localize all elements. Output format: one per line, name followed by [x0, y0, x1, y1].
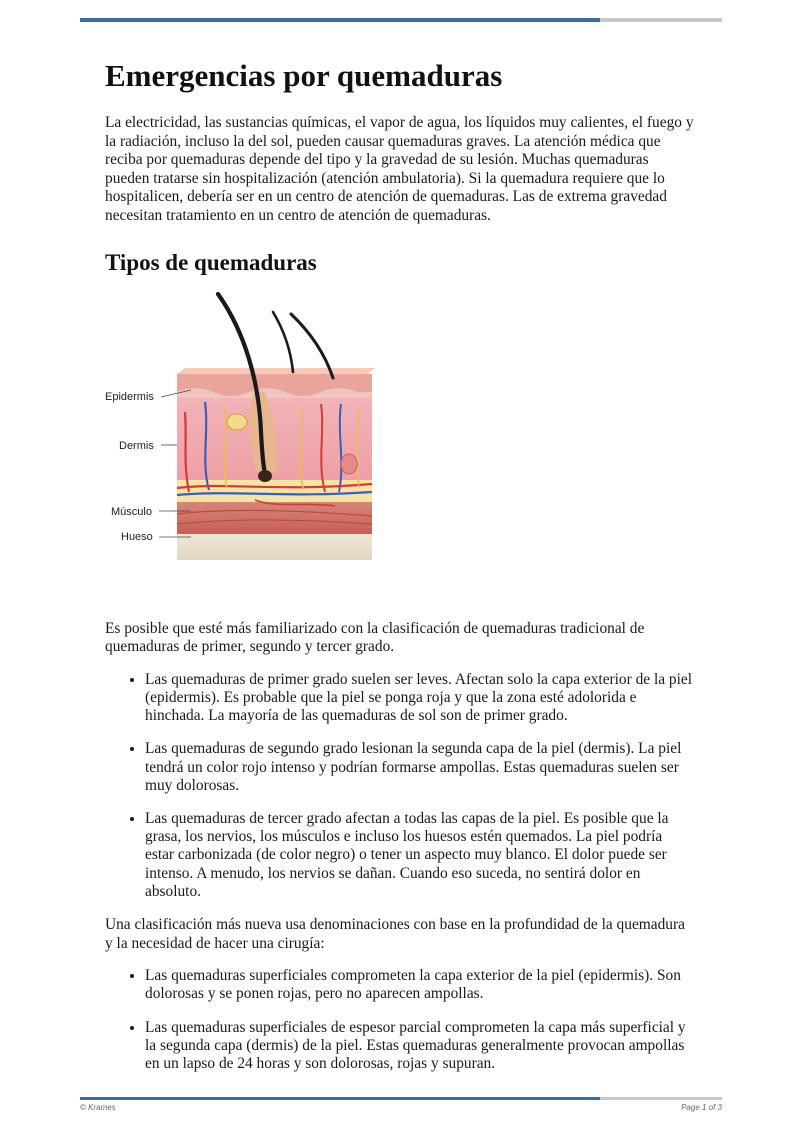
footer-progress-fill [80, 1097, 600, 1100]
label-dermis: Dermis [119, 439, 154, 452]
skin-layers-illustration [105, 292, 395, 592]
list-item: • Las quemaduras superficiales comprometen la capa exterior de la piel (epidermis). Son dolorosas y se ponen rojas, pero no aparecen ampollas. [145, 967, 695, 1003]
section-title: Tipos de quemaduras [105, 249, 317, 275]
header-progress-bar [80, 18, 722, 22]
intro-paragraph: La electricidad, las sustancias químicas, el vapor de agua, los líquidos muy calientes, el fuego y la radiación, incluso la del sol, pueden causar quemaduras graves. La atención médica que reciba por quemaduras depende del tipo y la gravedad de su lesión. Muchas quemaduras pueden tratarse sin hospitalización (atención ambulatoria). Si la quemadura requiere que lo hospitalicen, debería ser en un centro de atención de quemaduras. Las de extrema gravedad necesitan tratamiento en un centro de atención de quemaduras. [105, 114, 694, 224]
fat-layer [177, 480, 372, 502]
article [105, 56, 695, 1088]
hair-bulb [258, 470, 272, 482]
label-epidermis: Epidermis [105, 390, 154, 403]
paragraph-new-classification: Una clasificación más nueva usa denominaciones con base en la profundidad de la quemadura y la necesidad de hacer una cirugía: [105, 915, 685, 952]
copyright: © Krames [80, 1103, 116, 1112]
bone-layer [177, 534, 372, 560]
sebaceous-gland [227, 414, 247, 430]
list-item: • Las quemaduras de primer grado suelen ser leves. Afectan solo la capa exterior de la piel (epidermis). Es probable que la piel se ponga roja y que la zona esté adolorida e hinchada. La mayoría de las quemaduras de sol son de primer grado. [145, 671, 695, 726]
page-number: Page 1 of 3 [681, 1103, 722, 1112]
list-item: • Las quemaduras de segundo grado lesionan la segunda capa de la piel (dermis). La piel tendrá un color rojo intenso y podrían formarse ampollas. Estas quemaduras suelen ser muy dolorosas. [145, 740, 695, 795]
label-hueso: Hueso [121, 530, 153, 543]
sweat-gland [341, 454, 357, 474]
skin-surface [177, 368, 375, 374]
paragraph-traditional: Es posible que esté más familiarizado con la clasificación de quemaduras tradicional de quemaduras de primer, segundo y tercer grado. [105, 619, 645, 656]
header-progress-fill [80, 18, 600, 22]
label-musculo: Músculo [111, 505, 152, 518]
skin-diagram-svg [105, 292, 405, 592]
footer-progress-bar [80, 1097, 722, 1100]
list-item: • Las quemaduras superficiales de espesor parcial comprometen la capa más superficial y la segunda capa (dermis) de la piel. Estas quemaduras generalmente provocan ampollas en un lapso de 24 horas y son dolorosas, rojas y supuran. [145, 1019, 695, 1074]
page-footer [80, 1103, 722, 1115]
page-title: Emergencias por quemaduras [105, 58, 503, 93]
muscle-layer [177, 502, 372, 534]
traditional-classification-list [105, 671, 695, 901]
hair-shaft [273, 312, 293, 372]
new-classification-list [105, 967, 695, 1073]
list-item: • Las quemaduras de tercer grado afectan a todas las capas de la piel. Es posible que la grasa, los nervios, los músculos e incluso los huesos estén quemados. La piel podría estar carbonizada (de color negro) o tener un aspecto muy blanco. El dolor puede ser intenso. A menudo, los nervios se dañan. Cuando eso suceda, no sentirá dolor en absoluto. [145, 810, 695, 901]
